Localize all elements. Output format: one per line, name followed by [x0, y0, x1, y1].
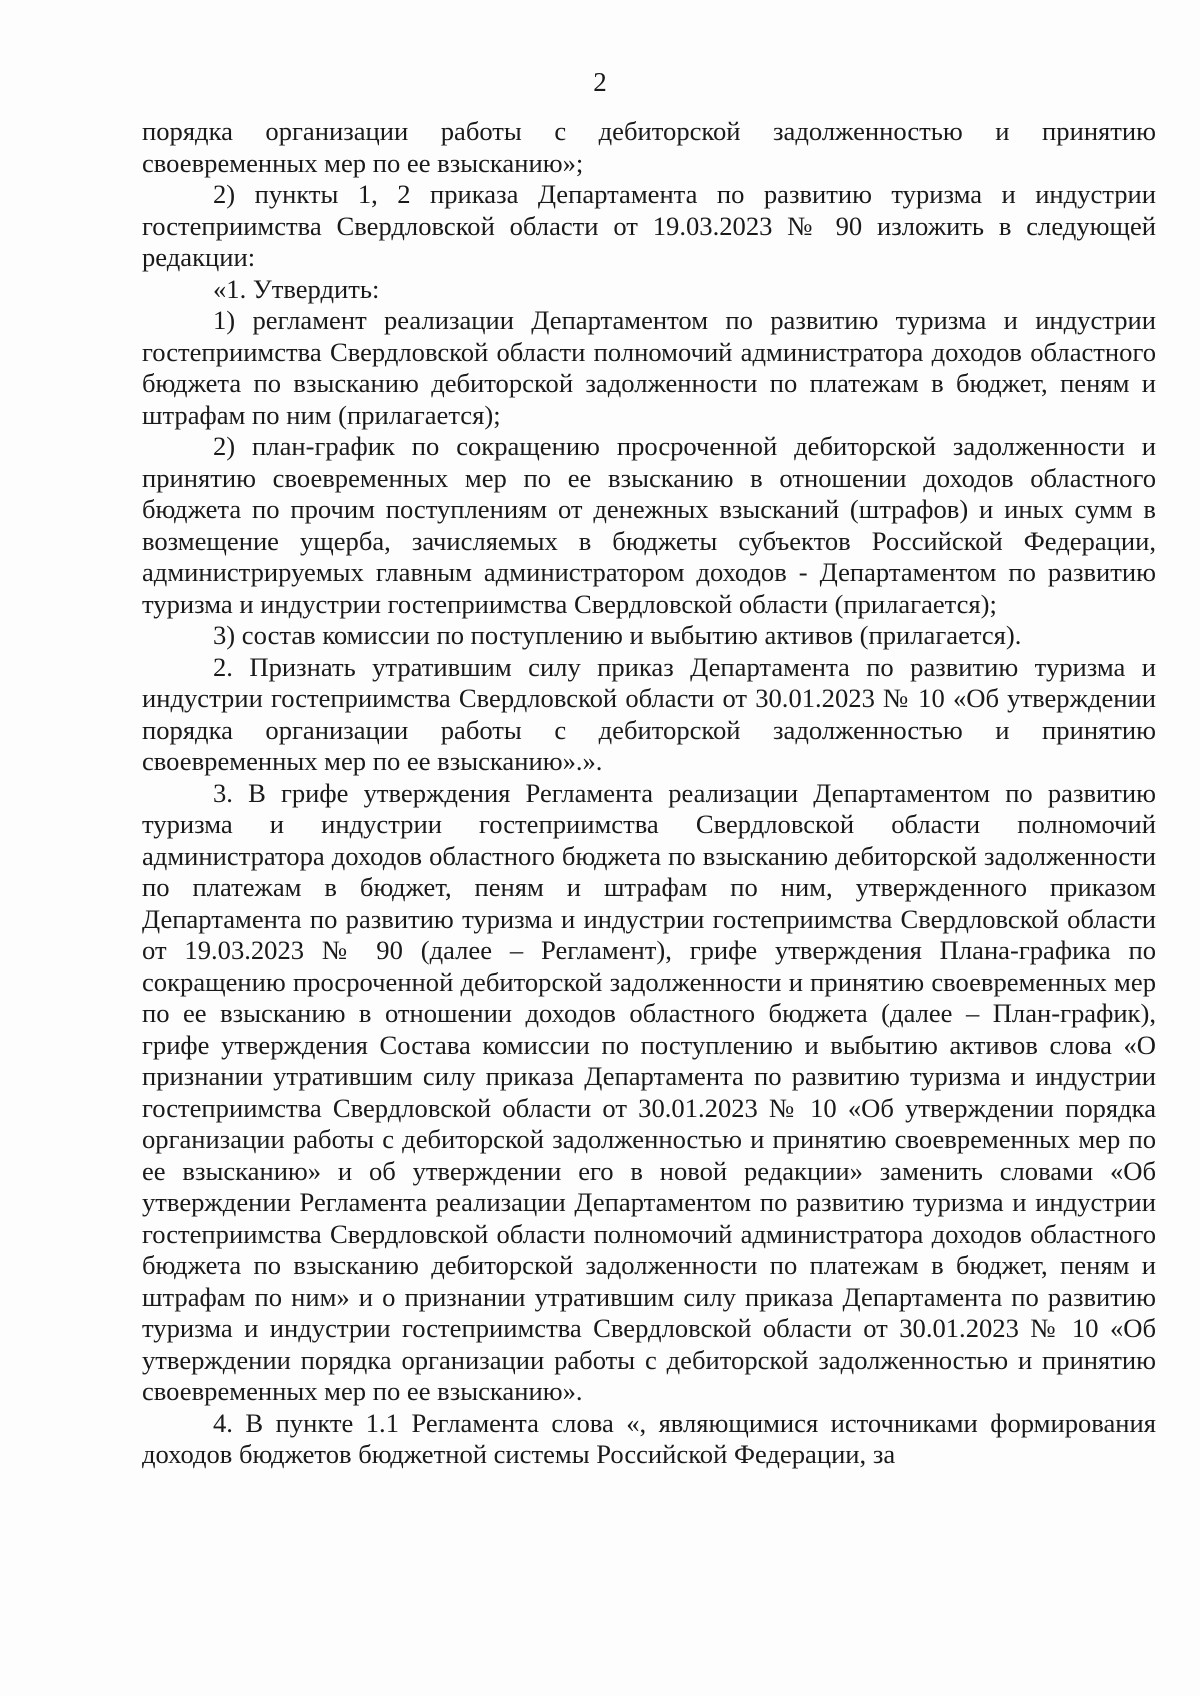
paragraph: 2. Признать утратившим силу приказ Департамента по развитию туризма и индустрии гостеприимства Свердловской области от 30.01.2023 № 10 «Об утверждении порядка организации работы с дебиторской задолженностью и принятию своевременных мер по ее взысканию».».: [142, 651, 1156, 776]
paragraph: 4. В пункте 1.1 Регламента слова «, являющимися источниками формирования доходов бюджетов бюджетной системы Российской Федерации, за: [142, 1407, 1156, 1469]
document-body: [142, 116, 1156, 1471]
paragraph: 3. В грифе утверждения Регламента реализации Департаментом по развитию туризма и индустрии гостеприимства Свердловской области полномочий администратора доходов областного бюджета по взысканию дебиторской задолженности по платежам в бюджет, пеням и штрафам по ним, утвержденного приказом Департамента по развитию туризма и индустрии гостеприимства Свердловской области от 19.03.2023 № 90 (далее – Регламент), грифе утверждения Плана-графика по сокращению просроченной дебиторской задолженности и принятию своевременных мер по ее взысканию в отношении доходов областного бюджета (далее – План-график), грифе утверждения Состава комиссии по поступлению и выбытию активов слова «О признании утратившим силу приказа Департамента по развитию туризма и индустрии гостеприимства Свердловской области от 30.01.2023 № 10 «Об утверждении порядка организации работы с дебиторской задолженностью и принятию своевременных мер по ее взысканию» и об утверждении его в новой редакции» заменить словами «Об утверждении Регламента реализации Департаментом по развитию туризма и индустрии гостеприимства Свердловской области полномочий администратора доходов областного бюджета по взысканию дебиторской задолженности по платежам в бюджет, пеням и штрафам по ним» и о признании утратившим силу приказа Департамента по развитию туризма и индустрии гостеприимства Свердловской области от 30.01.2023 № 10 «Об утверждении порядка организации работы с дебиторской задолженностью и принятию своевременных мер по ее взысканию».: [142, 777, 1156, 1406]
paragraph: 2) план-график по сокращению просроченной дебиторской задолженности и принятию своевременных мер по ее взысканию в отношении доходов областного бюджета по прочим поступлениям от денежных взысканий (штрафов) и иных сумм в возмещение ущерба, зачисляемых в бюджеты субъектов Российской Федерации, администрируемых главным администратором доходов - Департаментом по развитию туризма и индустрии гостеприимства Свердловской области (прилагается);: [142, 431, 1156, 619]
page-number: 2: [593, 67, 607, 97]
paragraph: порядка организации работы с дебиторской задолженностью и принятию своевременных мер по ее взысканию»;: [142, 116, 1156, 178]
paragraph: 3) состав комиссии по поступлению и выбытию активов (прилагается).: [213, 620, 1022, 650]
paragraph: 2) пункты 1, 2 приказа Департамента по развитию туризма и индустрии гостеприимства Свердловской области от 19.03.2023 № 90 изложить в следующей редакции:: [142, 179, 1156, 272]
paragraph: «1. Утвердить:: [213, 273, 380, 304]
paragraph: 1) регламент реализации Департаментом по развитию туризма и индустрии гостеприимства Свердловской области полномочий администратора доходов областного бюджета по взысканию дебиторской задолженности по платежам в бюджет, пеням и штрафам по ним (прилагается);: [142, 305, 1156, 430]
